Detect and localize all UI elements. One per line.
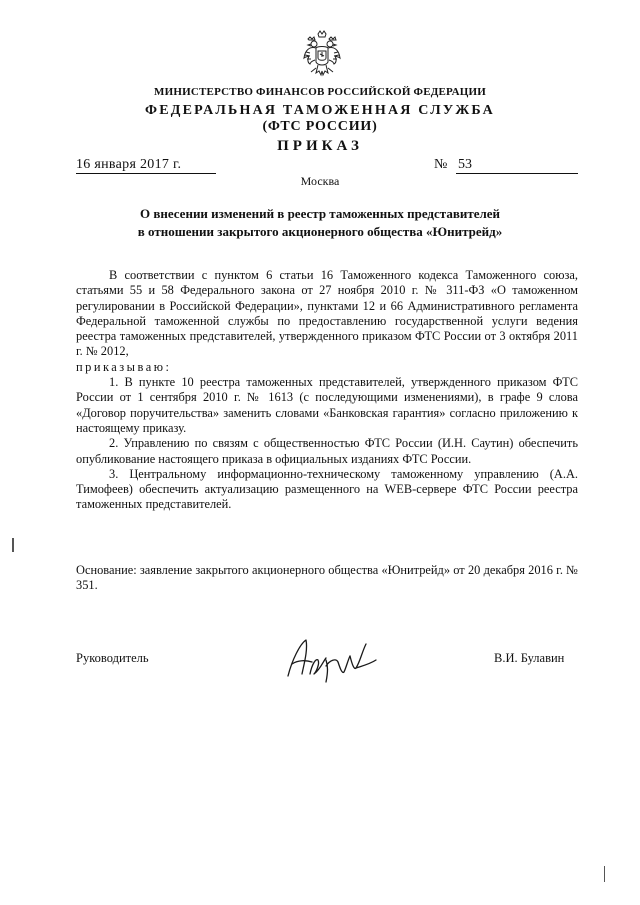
document-date: 16 января 2017 г. <box>76 157 216 174</box>
signer-role: Руководитель <box>76 651 149 665</box>
document-title-line-1: О внесении изменений в реестр таможенных представителей <box>139 206 501 221</box>
service-abbreviation: (ФТС РОССИИ) <box>262 119 378 134</box>
signer-name: В.И. Булавин <box>494 651 565 665</box>
city: Москва <box>300 174 340 188</box>
ministry-name: МИНИСТЕРСТВО ФИНАНСОВ РОССИЙСКОЙ ФЕДЕРАЦИИ <box>154 86 486 98</box>
order-word: приказываю: <box>76 359 172 374</box>
document-number: 53 <box>456 157 578 174</box>
scan-mark <box>12 538 14 552</box>
coat-of-arms-icon <box>302 30 342 80</box>
service-name: ФЕДЕРАЛЬНАЯ ТАМОЖЕННАЯ СЛУЖБА <box>145 103 495 118</box>
number-label: № <box>434 157 448 172</box>
document-title-line-2: в отношении закрытого акционерного общества «Юнитрейд» <box>137 224 503 239</box>
intro-paragraph: В соответствии с пунктом 6 статьи 16 Таможенного кодекса Таможенного союза, статьями 55 и 58 Федерального закона от 27 ноября 2010 г. № 311-ФЗ «О таможенном регулировании в Российской Федерации», пунктами 12 и 66 Административного регламента Федеральной таможенной службы по предоставлению государственной услуги ведения реестра таможенных представителей, утвержденного приказом ФТС России от 3 октября 2011 г. № 2012, <box>76 268 578 359</box>
document-body <box>76 268 578 513</box>
basis-section <box>76 563 578 594</box>
basis-text: Основание: заявление закрытого акционерного общества «Юнитрейд» от 20 декабря 2016 г. № 351. <box>76 563 578 593</box>
order-item-1: 1. В пункте 10 реестра таможенных представителей, утвержденного приказом ФТС России от 1 сентября 2010 г. № 1613 (с последующими изменениями), в графе 9 слова «Договор поручительства» заменить словами «Банковская гарантия» согласно приложению к настоящему приказу. <box>76 375 578 435</box>
order-item-2: 2. Управлению по связям с общественностью ФТС России (И.Н. Саутин) обеспечить опубликование настоящего приказа в официальных изданиях ФТС России. <box>76 436 578 466</box>
handwritten-signature <box>282 630 382 688</box>
order-item-3: 3. Центральному информационно-техническому таможенному управлению (А.А. Тимофеев) обеспечить актуализацию размещенного на WEB-сервере ФТС России реестра таможенных представителей. <box>76 466 578 512</box>
scan-mark <box>604 866 605 882</box>
document-type: ПРИКАЗ <box>277 138 363 154</box>
